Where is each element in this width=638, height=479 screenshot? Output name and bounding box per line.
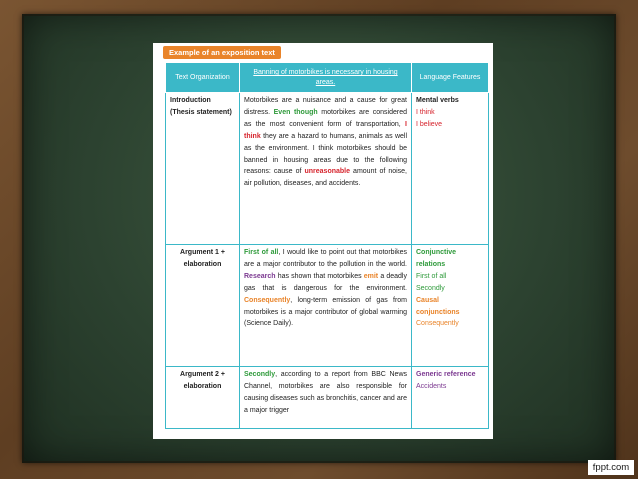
- row-features-argument-2: [412, 367, 489, 429]
- row-text-argument-2: [240, 367, 412, 429]
- text-segment: they are a hazard to humans, animals as well as the environment. I think motorbikes should be banned in housing areas due to the following reasons: cause of: [244, 132, 407, 176]
- table-row: [166, 93, 489, 245]
- row-text-introduction: [240, 93, 412, 245]
- text-segment: , according to a report from BBC News Channel, motorbikes are also responsible for causing diseases such as bronchitis, cancer and are a major trigger: [244, 371, 407, 414]
- fppt-logo: fppt.com: [588, 460, 634, 475]
- highlighted-phrase: Research: [244, 272, 276, 280]
- table-row: [166, 367, 489, 429]
- text-segment: amount of noise, air pollution, diseases, and accidents.: [244, 168, 408, 188]
- text-segment: motorbikes are considered as the most convenient form of transportation,: [244, 108, 407, 128]
- header-text-title: Banning of motorbikes is necessary in housing areas.: [240, 63, 412, 93]
- text-segment: Motorbikes are a nuisance and a cause for great distress.: [244, 97, 407, 116]
- highlighted-phrase: I think: [244, 120, 407, 140]
- document-panel: [153, 43, 493, 439]
- table-row: [166, 245, 489, 367]
- row-features-introduction: [412, 93, 489, 245]
- row-organization-introduction: Introduction (Thesis statement): [166, 93, 240, 245]
- feature-item: Causal conjunctions: [416, 296, 460, 316]
- text-segment: a deadly gas that is dangerous for the environment.: [244, 272, 407, 292]
- exposition-table: [165, 62, 489, 429]
- row-organization-argument-2: Argument 2 + elaboration: [166, 367, 240, 429]
- feature-item: First of all: [416, 272, 447, 280]
- highlighted-phrase: Secondly: [244, 371, 276, 378]
- table-header-row: [166, 63, 489, 93]
- document-title: Example of an exposition text: [163, 46, 281, 59]
- highlighted-phrase: Consequently: [244, 296, 291, 304]
- feature-item: Consequently: [416, 320, 459, 328]
- highlighted-phrase: unreasonable: [304, 168, 351, 176]
- feature-item: Conjunctive relations: [416, 249, 457, 268]
- feature-item: Secondly: [416, 284, 445, 292]
- row-text-argument-1: [240, 245, 412, 367]
- header-text-organization: Text Organization: [166, 63, 240, 93]
- text-segment: , I would like to point out that motorbikes are a major contributor to the pollution in the world.: [244, 249, 408, 268]
- row-features-argument-1: [412, 245, 489, 367]
- row-organization-argument-1: Argument 1 + elaboration: [166, 245, 240, 367]
- feature-item: Generic reference: [416, 371, 476, 378]
- highlighted-phrase: First of all: [244, 249, 279, 256]
- header-language-features: Language Features: [412, 63, 489, 93]
- highlighted-phrase: Even though: [273, 108, 318, 116]
- feature-item: I believe: [416, 120, 443, 128]
- highlighted-phrase: emit: [363, 272, 379, 280]
- feature-item: Mental verbs: [416, 97, 459, 104]
- text-segment: has shown that motorbikes: [275, 272, 364, 280]
- text-segment: , long-term emission of gas from motorbikes is a major contributor of global warming (Science Daily).: [244, 296, 407, 328]
- feature-item: I think: [416, 108, 435, 116]
- feature-item: Accidents: [416, 382, 447, 390]
